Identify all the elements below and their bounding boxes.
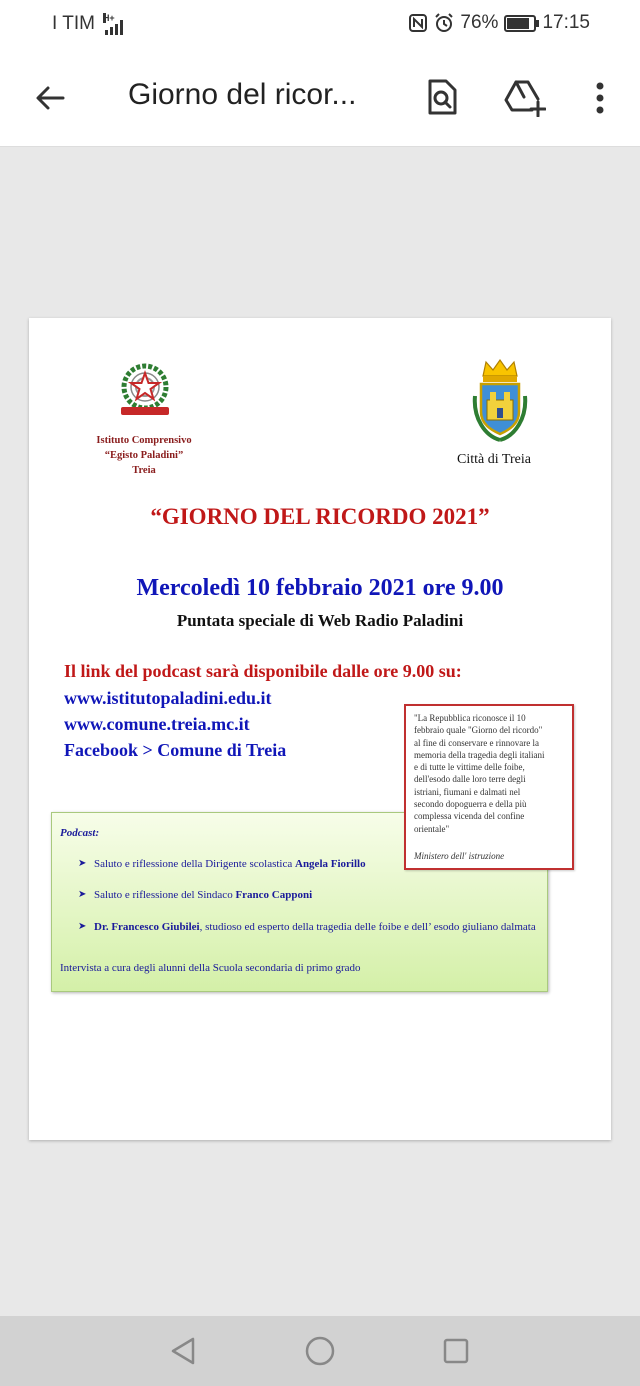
treia-coat-of-arms-icon <box>467 356 533 444</box>
podcast-item-text: Saluto e riflessione del Sindaco <box>94 889 236 901</box>
school-name-line: Treia <box>132 465 156 476</box>
document-heading: “GIORNO DEL RICORDO 2021” <box>150 504 490 529</box>
more-vert-icon <box>595 81 605 115</box>
nav-recents-icon <box>442 1337 470 1365</box>
add-to-drive-button[interactable] <box>503 76 547 120</box>
alarm-icon <box>434 13 454 33</box>
link-facebook[interactable]: Facebook > Comune di Treia <box>64 740 287 760</box>
status-bar <box>0 0 640 50</box>
podcast-item-name: Angela Fiorillo <box>295 858 366 870</box>
school-name-line: “Egisto Paladini” <box>104 450 184 461</box>
add-to-drive-icon <box>504 79 546 117</box>
quote-line: e di tutte le vittime delle foibe, <box>414 762 525 773</box>
battery-icon <box>504 15 536 32</box>
quote-line: "La Repubblica riconosce il 10 <box>414 713 526 723</box>
signal-icon <box>102 13 123 35</box>
podcast-label: Podcast: <box>60 827 100 839</box>
find-in-page-icon <box>425 79 459 117</box>
quote-line: febbraio quale "Giorno del ricordo" <box>414 725 543 736</box>
app-bar <box>0 50 640 147</box>
quote-line: secondo dopoguerra e della più <box>414 799 527 810</box>
back-arrow-icon <box>33 81 67 115</box>
link-intro: Il link del podcast sarà disponibile dalle ore 9.00 su: <box>64 661 462 681</box>
more-options-button[interactable] <box>580 76 620 120</box>
link-comune[interactable]: www.comune.treia.mc.it <box>64 714 250 734</box>
podcast-item-text: , studioso ed esperto della tragedia delle foibe e dell’ esodo giuliano dalmata <box>199 921 536 933</box>
school-name <box>79 433 209 478</box>
podcast-item <box>78 887 543 903</box>
podcast-footer: Intervista a cura degli alunni della Scuola secondaria di primo grado <box>60 962 361 974</box>
quote-source: Ministero dell' istruzione <box>414 850 505 861</box>
carrier-name: I TIM <box>52 13 95 34</box>
podcast-item-name: Franco Capponi <box>235 889 313 901</box>
nav-home-icon <box>305 1336 335 1366</box>
quote-box <box>404 704 574 870</box>
event-date: Mercoledì 10 febbraio 2021 ore 9.00 <box>136 575 504 601</box>
city-name: Città di Treia <box>457 452 531 467</box>
find-in-page-button[interactable] <box>420 76 464 120</box>
status-right <box>408 12 590 34</box>
document-viewer[interactable] <box>0 147 640 1315</box>
battery-level <box>507 18 528 29</box>
bullet-arrow-icon: ➤ <box>78 858 87 869</box>
event-subtitle: Puntata speciale di Web Radio Paladini <box>176 611 464 630</box>
school-name-line: Istituto Comprensivo <box>96 435 192 446</box>
quote-line: memoria della tragedia degli italiani <box>414 749 545 760</box>
link-istituto[interactable]: www.istitutopaladini.edu.it <box>64 688 272 708</box>
quote-line: al fine di conservare e rinnovare la <box>414 737 539 748</box>
italian-emblem-icon <box>115 361 175 423</box>
clock: 17:15 <box>542 12 590 33</box>
bullet-arrow-icon: ➤ <box>78 921 87 932</box>
quote-line: orientale" <box>414 823 450 834</box>
nav-back-icon <box>169 1336 197 1366</box>
bullet-arrow-icon: ➤ <box>78 889 87 900</box>
back-button[interactable] <box>30 78 70 118</box>
nav-recents-button[interactable] <box>440 1335 472 1367</box>
navigation-bar <box>0 1316 640 1386</box>
nav-back-button[interactable] <box>167 1335 199 1367</box>
nfc-icon <box>408 13 428 33</box>
document-page <box>29 318 611 1140</box>
document-title: Giorno del ricor... <box>128 78 357 111</box>
quote-line: istriani, fiumani e dalmati nel <box>414 786 521 797</box>
podcast-item <box>78 919 543 935</box>
status-left <box>52 13 123 35</box>
network-type: H+ <box>102 13 115 23</box>
battery-percent: 76% <box>460 12 499 33</box>
nav-home-button[interactable] <box>304 1335 336 1367</box>
podcast-item-text: Saluto e riflessione della Dirigente scolastica <box>94 858 295 870</box>
quote-line: dell'esodo dalle loro terre degli <box>414 774 526 785</box>
quote-line: complessa vicenda del confine <box>414 811 525 822</box>
podcast-item-name: Dr. Francesco Giubilei <box>94 921 200 933</box>
